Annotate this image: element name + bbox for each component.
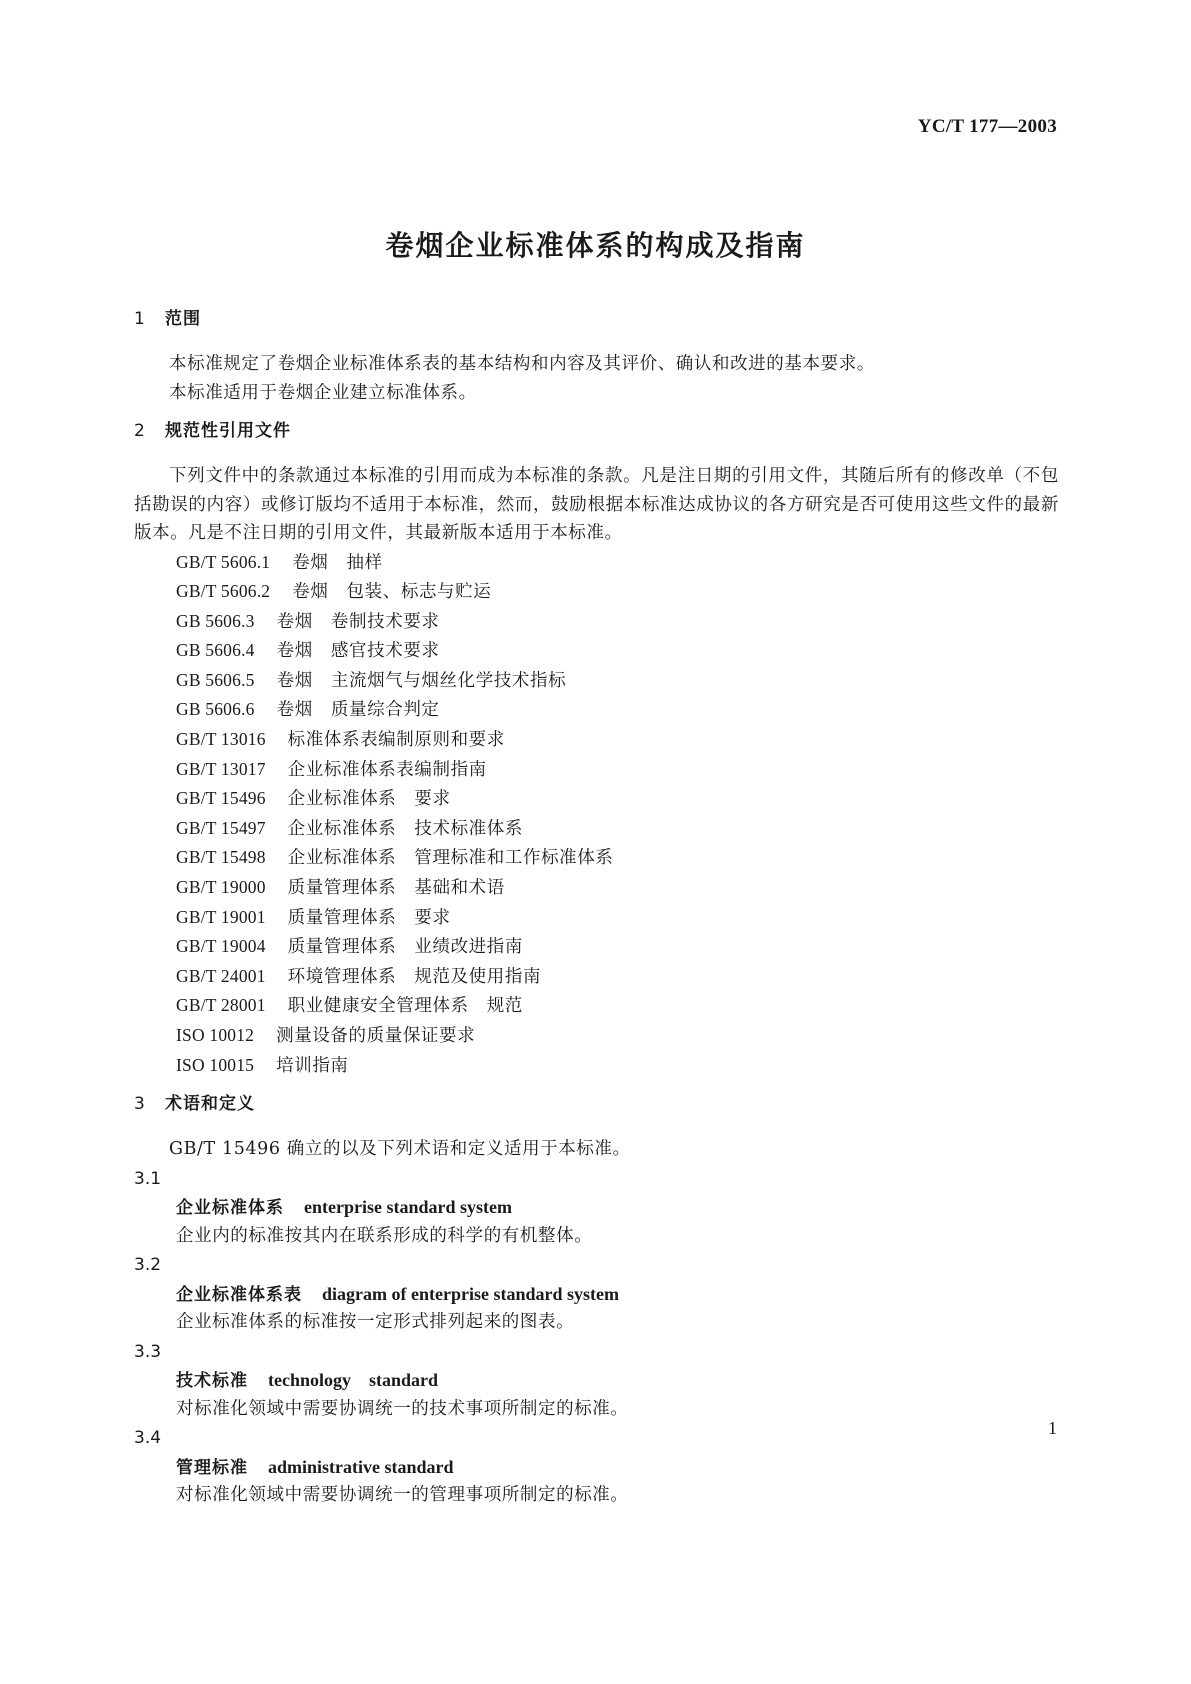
- reference-code: GB/T 28001: [176, 995, 266, 1016]
- reference-item: [134, 607, 1059, 637]
- reference-item: [134, 814, 1059, 844]
- reference-title: 质量管理体系 基础和术语: [287, 878, 505, 899]
- term-number: 3.2: [134, 1255, 162, 1276]
- term-entry: [134, 1251, 1059, 1337]
- reference-item: [134, 548, 1059, 578]
- reference-title: 企业标准体系 技术标准体系: [287, 818, 523, 839]
- reference-title: 职业健康安全管理体系 规范: [287, 996, 523, 1017]
- reference-title: 卷烟 包装、标志与贮运: [292, 582, 492, 603]
- references-intro: 下列文件中的条款通过本标准的引用而成为本标准的条款。凡是注日期的引用文件，其随后所有的修改单（不包括勘误的内容）或修订版均不适用于本标准，然而，鼓励根据本标准达成协议的各方研究是否可使用这些文件的最新版本。凡是不注日期的引用文件，其最新版本适用于本标准。: [134, 466, 1059, 543]
- reference-code: GB/T 19000: [176, 877, 266, 898]
- reference-item: [134, 636, 1059, 666]
- reference-item: [134, 903, 1059, 933]
- reference-code: ISO 10012: [176, 1025, 255, 1045]
- reference-title: 卷烟 主流烟气与烟丝化学技术指标: [276, 670, 567, 691]
- term-english: technology standard: [268, 1370, 439, 1391]
- reference-code: GB/T 19001: [176, 906, 266, 927]
- term-definition: 对标准化领域中需要协调统一的管理事项所制定的标准。: [176, 1485, 629, 1506]
- section-title: 规范性引用文件: [165, 421, 291, 441]
- reference-item: [134, 843, 1059, 873]
- term-number: 3.1: [134, 1168, 162, 1189]
- term-heading: [134, 1280, 1059, 1309]
- reference-title: 培训指南: [276, 1055, 349, 1076]
- term-number: 3.4: [134, 1428, 162, 1449]
- term-chinese: 企业标准体系: [176, 1198, 284, 1219]
- term-heading: [134, 1453, 1059, 1482]
- scope-paragraph: 本标准适用于卷烟企业建立标准体系。: [169, 382, 477, 403]
- reference-title: 卷烟 抽样: [292, 552, 383, 573]
- term-entry: [134, 1165, 1059, 1251]
- reference-code: GB 5606.3: [176, 610, 255, 631]
- scope-paragraph: 本标准规定了卷烟企业标准体系表的基本结构和内容及其评价、确认和改进的基本要求。: [169, 354, 875, 374]
- term-chinese: 技术标准: [176, 1371, 248, 1392]
- section-number: 1: [134, 309, 146, 329]
- reference-title: 环境管理体系 规范及使用指南: [287, 966, 542, 987]
- term-heading: [134, 1366, 1059, 1395]
- term-definition: 企业标准体系的标准按一定形式排列起来的图表。: [176, 1312, 575, 1333]
- section-heading-references: [134, 416, 1059, 446]
- reference-item: [134, 991, 1059, 1021]
- reference-title: 企业标准体系 要求: [287, 789, 451, 810]
- page-number: 1: [1048, 1418, 1057, 1438]
- standard-code: YC/T 177—2003: [917, 116, 1057, 137]
- reference-title: 标准体系表编制原则和要求: [287, 730, 505, 751]
- reference-title: 卷烟 质量综合判定: [276, 700, 440, 721]
- reference-item: [134, 932, 1059, 962]
- reference-code: GB 5606.5: [176, 669, 255, 690]
- term-english: administrative standard: [268, 1456, 454, 1477]
- reference-item: [134, 962, 1059, 992]
- reference-title: 企业标准体系表编制指南: [287, 759, 487, 780]
- reference-code: GB/T 13016: [176, 729, 266, 750]
- reference-code: ISO 10015: [176, 1054, 255, 1075]
- term-english: enterprise standard system: [304, 1197, 512, 1218]
- reference-title: 企业标准体系 管理标准和工作标准体系: [287, 848, 614, 869]
- reference-title: 质量管理体系 业绩改进指南: [287, 937, 523, 958]
- reference-item: [134, 1051, 1059, 1081]
- reference-item: [134, 755, 1059, 785]
- section-title: 术语和定义: [165, 1094, 255, 1115]
- section-heading-scope: [134, 304, 1059, 334]
- terms-intro: GB/T 15496 确立的以及下列术语和定义适用于本标准。: [169, 1139, 631, 1160]
- reference-code: GB/T 13017: [176, 758, 266, 779]
- reference-code: GB/T 24001: [176, 965, 266, 986]
- section-heading-terms: [134, 1089, 1059, 1119]
- reference-title: 卷烟 感官技术要求: [276, 641, 440, 662]
- section-number: 2: [134, 421, 146, 441]
- reference-item: [134, 873, 1059, 903]
- section-number: 3: [134, 1094, 146, 1115]
- document-body: [134, 304, 1059, 1510]
- reference-code: GB/T 15496: [176, 788, 266, 809]
- reference-code: GB 5606.6: [176, 699, 255, 720]
- reference-item: [134, 577, 1059, 607]
- term-chinese: 管理标准: [176, 1457, 248, 1478]
- reference-title: 卷烟 卷制技术要求: [276, 611, 440, 632]
- reference-code: GB/T 5606.1: [176, 551, 271, 572]
- reference-title: 测量设备的质量保证要求: [276, 1026, 476, 1046]
- term-number: 3.3: [134, 1341, 162, 1362]
- term-entry: [134, 1424, 1059, 1510]
- term-definition: 企业内的标准按其内在联系形成的科学的有机整体。: [176, 1225, 593, 1246]
- reference-code: GB/T 19004: [176, 936, 266, 957]
- reference-item: [134, 725, 1059, 755]
- reference-list: [134, 548, 1059, 1081]
- reference-code: GB/T 15497: [176, 817, 266, 838]
- term-definition: 对标准化领域中需要协调统一的技术事项所制定的标准。: [176, 1398, 629, 1419]
- reference-item: [134, 784, 1059, 814]
- term-chinese: 企业标准体系表: [176, 1284, 302, 1305]
- reference-title: 质量管理体系 要求: [287, 907, 451, 928]
- section-title: 范围: [165, 309, 201, 329]
- reference-code: GB/T 5606.2: [176, 581, 271, 602]
- term-heading: [134, 1193, 1059, 1222]
- reference-code: GB 5606.4: [176, 640, 255, 661]
- reference-code: GB/T 15498: [176, 847, 266, 868]
- term-english: diagram of enterprise standard system: [322, 1283, 619, 1304]
- reference-item: [134, 1021, 1059, 1051]
- document-title: 卷烟企业标准体系的构成及指南: [385, 229, 806, 262]
- reference-item: [134, 695, 1059, 725]
- reference-item: [134, 666, 1059, 696]
- term-entry: [134, 1338, 1059, 1424]
